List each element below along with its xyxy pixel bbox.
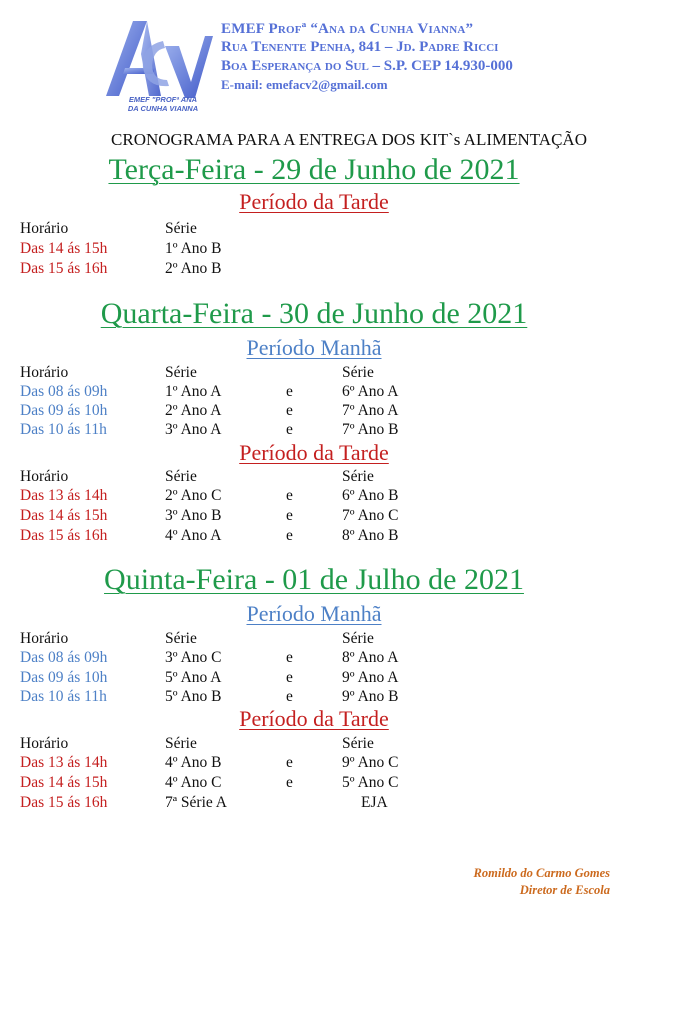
class-name-2: 7º Ano B	[342, 421, 399, 438]
logo-caption-line2: DA CUNHA VIANNA	[127, 104, 199, 113]
document-title: CRONOGRAMA PARA A ENTREGA DOS KIT`s ALIMENTAÇÃO	[111, 130, 587, 149]
class-name-2: 6º Ano B	[342, 487, 399, 504]
conjunction: e	[286, 669, 293, 686]
class-name: 3º Ano C	[165, 649, 222, 666]
conjunction: e	[286, 649, 293, 666]
table-row	[0, 773, 698, 793]
period-heading-tarde: Período da Tarde	[239, 706, 389, 731]
class-name: 3º Ano A	[165, 421, 222, 438]
table-row	[0, 486, 698, 506]
time-slot: Das 13 ás 14h	[20, 754, 108, 771]
class-name-2: 9º Ano B	[342, 688, 399, 705]
table-header	[0, 629, 698, 649]
signature-role: Diretor de Escola	[519, 883, 610, 897]
conjunction: e	[286, 383, 293, 400]
conjunction: e	[286, 688, 293, 705]
time-slot: Das 09 ás 10h	[20, 669, 108, 686]
class-name: 1º Ano A	[165, 383, 222, 400]
class-name: 2º Ano C	[165, 487, 222, 504]
serie-header-2: Série	[342, 468, 374, 485]
conjunction: e	[286, 774, 293, 791]
class-name-2: 8º Ano B	[342, 527, 399, 544]
conjunction: e	[286, 527, 293, 544]
serie-header-2: Série	[342, 364, 374, 381]
class-name: 5º Ano A	[165, 669, 222, 686]
table-header	[0, 734, 698, 754]
time-slot: Das 14 ás 15h	[20, 240, 108, 257]
class-name: 2º Ano A	[165, 402, 222, 419]
school-header	[221, 20, 513, 93]
conjunction: e	[286, 754, 293, 771]
table-row	[0, 382, 698, 402]
time-slot: Das 10 ás 11h	[20, 421, 107, 438]
class-name-2: 8º Ano A	[342, 649, 399, 666]
time-slot: Das 14 ás 15h	[20, 507, 108, 524]
table-header	[0, 467, 698, 487]
table-row	[0, 753, 698, 773]
conjunction: e	[286, 421, 293, 438]
table-row	[0, 401, 698, 421]
serie-header: Série	[165, 468, 197, 485]
horario-header: Horário	[20, 630, 69, 647]
class-name: 2º Ano B	[165, 260, 222, 277]
day-heading-thursday: Quinta-Feira - 01 de Julho de 2021	[104, 563, 524, 596]
table-header	[0, 219, 698, 239]
horario-header: Horário	[20, 220, 69, 237]
time-slot: Das 10 ás 11h	[20, 688, 107, 705]
serie-header: Série	[165, 220, 197, 237]
class-name: 7ª Série A	[165, 794, 227, 811]
school-email: E-mail: emefacv2@gmail.com	[221, 77, 388, 92]
class-name: 5º Ano B	[165, 688, 222, 705]
table-row	[0, 668, 698, 688]
day-heading-tuesday: Terça-Feira - 29 de Junho de 2021	[108, 153, 520, 186]
table-row	[0, 793, 698, 813]
class-name-2: 9º Ano C	[342, 754, 399, 771]
day-heading-wednesday: Quarta-Feira - 30 de Junho de 2021	[100, 297, 528, 330]
table-row	[0, 239, 698, 259]
class-name: 4º Ano B	[165, 754, 222, 771]
table-row	[0, 648, 698, 668]
time-slot: Das 08 ás 09h	[20, 383, 108, 400]
conjunction: e	[286, 487, 293, 504]
table-row	[0, 506, 698, 526]
school-name: EMEF Profª “Ana da Cunha Vianna”	[221, 21, 474, 37]
time-slot: Das 09 ás 10h	[20, 402, 108, 419]
horario-header: Horário	[20, 468, 69, 485]
horario-header: Horário	[20, 364, 69, 381]
conjunction: e	[286, 507, 293, 524]
table-row	[0, 259, 698, 279]
period-heading-manha: Período Manhã	[246, 601, 382, 626]
class-name-2: EJA	[361, 794, 388, 811]
table-row	[0, 687, 698, 707]
school-city: Boa Esperança do Sul – S.P. CEP 14.930-000	[221, 58, 513, 74]
logo-caption-line1: EMEF "PROFª ANA	[128, 95, 198, 104]
class-name-2: 9º Ano A	[342, 669, 399, 686]
serie-header: Série	[165, 364, 197, 381]
class-name: 4º Ano A	[165, 527, 222, 544]
conjunction: e	[286, 402, 293, 419]
school-address: Rua Tenente Penha, 841 – Jd. Padre Ricci	[221, 39, 499, 55]
time-slot: Das 15 ás 16h	[20, 527, 108, 544]
serie-header: Série	[165, 630, 197, 647]
signature-name: Romildo do Carmo Gomes	[473, 866, 610, 880]
class-name-2: 7º Ano A	[342, 402, 399, 419]
class-name: 4º Ano C	[165, 774, 222, 791]
class-name-2: 6º Ano A	[342, 383, 399, 400]
serie-header-2: Série	[342, 630, 374, 647]
class-name: 3º Ano B	[165, 507, 222, 524]
period-heading-tarde: Período da Tarde	[239, 189, 389, 214]
class-name-2: 5º Ano C	[342, 774, 399, 791]
time-slot: Das 08 ás 09h	[20, 649, 108, 666]
table-header	[0, 363, 698, 383]
serie-header: Série	[165, 735, 197, 752]
table-row	[0, 420, 698, 440]
time-slot: Das 15 ás 16h	[20, 260, 108, 277]
serie-header-2: Série	[342, 735, 374, 752]
time-slot: Das 14 ás 15h	[20, 774, 108, 791]
class-name: 1º Ano B	[165, 240, 222, 257]
period-heading-manha: Período Manhã	[246, 335, 382, 360]
period-heading-tarde: Período da Tarde	[239, 440, 389, 465]
class-name-2: 7º Ano C	[342, 507, 399, 524]
table-row	[0, 526, 698, 546]
signature	[474, 865, 610, 899]
logo-caption	[108, 95, 218, 113]
time-slot: Das 13 ás 14h	[20, 487, 108, 504]
horario-header: Horário	[20, 735, 69, 752]
time-slot: Das 15 ás 16h	[20, 794, 108, 811]
